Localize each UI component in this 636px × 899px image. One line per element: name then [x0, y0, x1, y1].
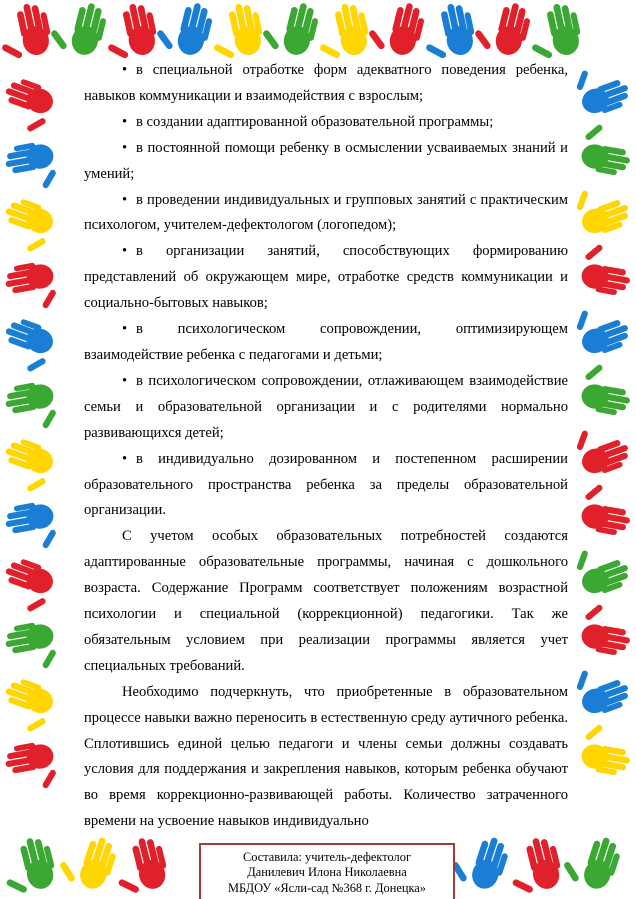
handprint-icon: [571, 537, 634, 599]
handprint-icon: [0, 195, 58, 257]
handprint-icon: [0, 555, 58, 617]
handprint-icon: [571, 417, 634, 479]
handprint-icon: [0, 315, 58, 377]
handprint-icon: [0, 0, 55, 62]
author-role: Составила: учитель-дефектолог: [242, 850, 412, 864]
bullet-icon: •: [122, 139, 128, 156]
bullet-icon: •: [122, 372, 128, 389]
author-signature-box: [199, 843, 455, 899]
list-item-text: в проведении индивидуальных и групповых занятий с практическим психологом, учителем-дефектологом (логопедом);: [84, 191, 568, 234]
list-item-text: в психологическом сопровождении, отлаживающем взаимодействие семьи и образовательной организации и с родителями нормально развивающихся детей;: [84, 372, 568, 441]
body-paragraph: С учетом особых образовательных потребностей создаются адаптированные образовательные программы, начиная с дошкольного возраста. Содержание Программ соответствует положениям возрастной психологии и специальной (коррекционной) педагогики. Так же обязательным условием при реализации программы является учет специальных требований.: [84, 528, 568, 674]
handprint-icon: [0, 435, 58, 497]
list-item-text: в постоянной помощи ребенку в осмыслении усваиваемых знаний и умений;: [84, 139, 568, 182]
bullet-icon: •: [122, 62, 128, 78]
handprint-icon: [571, 297, 634, 359]
handprint-icon: [470, 0, 533, 59]
handprint-icon: [502, 834, 565, 898]
handprint-icon: [579, 241, 636, 297]
handprint-icon: [571, 57, 634, 119]
handprint-icon: [3, 260, 60, 316]
author-name: Данилевич Илона Николаевна: [247, 865, 407, 880]
handprint-icon: [3, 140, 60, 196]
handprint-icon: [417, 0, 479, 62]
handprint-icon: [0, 834, 59, 898]
list-item: [84, 188, 568, 240]
handprint-icon: [558, 827, 624, 893]
body-paragraph: Необходимо подчеркнуть, что приобретенные в образовательном процессе навыки важно переносить в естественную среду аутичного ребенка. Сплотившись единой целью педагоги и члены семьи должны создавать условия для поддержания и закрепления навыков, которым ребенка обучают во время коррекционно-развивающей работы. Количество затраченного времени на усвоение навыков индивидуально: [84, 683, 568, 830]
bullet-icon: •: [122, 113, 128, 130]
handprint-icon: [46, 0, 109, 59]
list-item: [84, 447, 568, 525]
handprint-icon: [3, 380, 60, 436]
handprint-icon: [99, 0, 161, 62]
handprint-icon: [364, 0, 427, 59]
handprint-icon: [3, 500, 60, 556]
handprint-icon: [579, 481, 636, 537]
handprint-icon: [152, 0, 215, 59]
document-body: [84, 58, 568, 835]
handprint-icon: [579, 721, 636, 777]
handprint-icon: [571, 657, 634, 719]
handprint-icon: [579, 121, 636, 177]
list-item: [84, 110, 568, 136]
list-item-text: в психологическом сопровождении, оптимизирующем взаимодействие ребенка с педагогами и детьми;: [84, 321, 568, 363]
list-item: [84, 239, 568, 317]
handprint-icon: [0, 675, 58, 737]
handprint-icon: [258, 0, 321, 59]
handprint-icon: [3, 620, 60, 676]
bullet-icon: •: [122, 450, 128, 467]
list-item-text: в индивидуально дозированном и постепенном расширении образовательного пространства ребенка за пределы образовательной организации.: [84, 450, 568, 519]
handprint-icon: [311, 0, 373, 62]
handprint-icon: [3, 740, 60, 796]
organization-name: МБДОУ «Ясли-сад №368 г. Донецка»: [227, 880, 426, 895]
bullet-icon: •: [122, 321, 128, 338]
handprint-icon: [579, 361, 636, 417]
handprint-icon: [579, 601, 636, 657]
list-item-text: в специальной отработке форм адекватного поведения ребенка, навыков коммуникации и взаимодействия с взрослым;: [84, 62, 568, 104]
list-item-text: в организации занятий, способствующих формированию представлений об окружающем мире, отработке средств коммуникации и социально-бытовых навыков;: [84, 243, 568, 312]
list-item-text: в создании адаптированной образовательной программы;: [136, 113, 494, 130]
handprint-icon: [54, 827, 120, 893]
handprint-icon: [571, 177, 634, 239]
bullet-icon: •: [122, 243, 128, 260]
handprint-icon: [108, 834, 171, 898]
list-item: [84, 369, 568, 447]
list-item: [84, 317, 568, 369]
handprint-icon: [523, 0, 585, 62]
bullet-icon: •: [122, 191, 128, 208]
handprint-icon: [205, 0, 267, 62]
list-item: [84, 58, 568, 110]
handprint-icon: [446, 827, 512, 893]
handprint-icon: [0, 75, 58, 137]
list-item: [84, 136, 568, 188]
